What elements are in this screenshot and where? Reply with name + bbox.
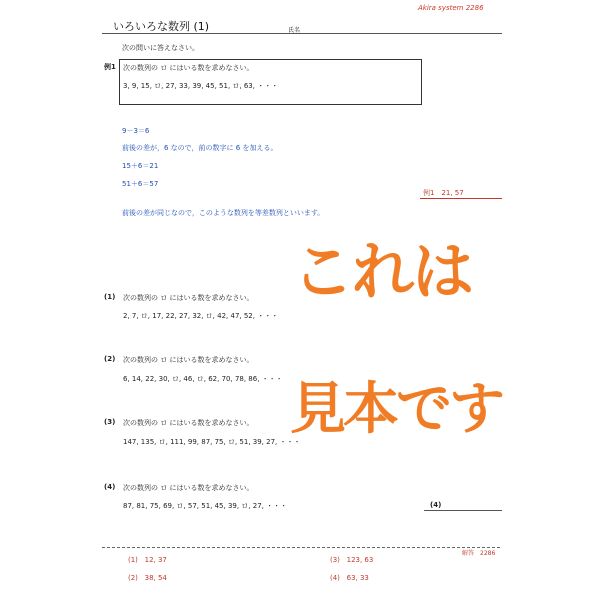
answer-key-item: [330, 574, 369, 582]
problem-number: (3): [104, 418, 116, 426]
problem-number: (2): [104, 355, 116, 363]
problem-question: 次の数列の ロ にはいる数を求めなさい。: [123, 419, 254, 427]
answer-key-value: 123, 63: [346, 556, 374, 564]
example-answer-line: [420, 198, 502, 199]
answer-key-num: (2): [128, 574, 138, 582]
cut-line: [102, 547, 500, 548]
problem-number: (1): [104, 293, 116, 301]
problem-answer-label: (4): [430, 501, 442, 509]
problem-question: 次の数列の ロ にはいる数を求めなさい。: [123, 484, 254, 492]
answer-key-value: 38, 54: [144, 574, 167, 582]
answer-key-num: (3): [330, 556, 340, 564]
example-step: 前後の差が，6 なので，前の数字に 6 を加える。: [122, 144, 278, 152]
problem-sequence: 147, 135, ロ, 111, 99, 87, 75, ロ, 51, 39, 27, ・・・: [123, 438, 301, 446]
answer-key-item: [128, 574, 167, 582]
answer-key-num: (4): [330, 574, 340, 582]
example-step: 9－3＝6: [122, 127, 150, 135]
worksheet-title: いろいろな数列 (1): [113, 20, 210, 33]
name-label: 氏名: [288, 27, 301, 34]
answer-key-item: [330, 556, 373, 564]
problem-sequence: 2, 7, ロ, 17, 22, 27, 32, ロ, 42, 47, 52, ・・・: [123, 312, 279, 320]
header-rule: [102, 33, 502, 34]
instruction: 次の問いに答えなさい。: [122, 44, 199, 52]
sample-watermark-line1: これは: [292, 235, 473, 308]
example-question: 次の数列の ロ にはいる数を求めなさい。: [123, 64, 254, 72]
example-label: 例1: [104, 63, 116, 71]
answer-key-item: [128, 556, 167, 564]
sample-watermark-line2: 見本です: [290, 377, 502, 442]
example-step: 51＋6＝57: [122, 180, 159, 188]
problem-sequence: 6, 14, 22, 30, ロ, 46, ロ, 62, 70, 78, 86, ・・・: [123, 375, 283, 383]
system-code: Akira system 2286: [418, 4, 484, 12]
example-step: 15＋6＝21: [122, 162, 159, 170]
answer-line: [424, 510, 502, 511]
answer-key-header: 解答 2286: [462, 550, 496, 557]
example-step: 前後の差が同じなので，このような数列を等差数列といいます。: [122, 209, 325, 217]
answer-key-value: 12, 37: [144, 556, 167, 564]
example-answer: 例1 21, 57: [423, 189, 464, 197]
answer-key-value: 63, 33: [346, 574, 369, 582]
problem-question: 次の数列の ロ にはいる数を求めなさい。: [123, 294, 254, 302]
answer-key-num: (1): [128, 556, 138, 564]
example-sequence: 3, 9, 15, ロ, 27, 33, 39, 45, 51, ロ, 63, ・・・: [123, 82, 279, 90]
problem-number: (4): [104, 483, 116, 491]
problem-question: 次の数列の ロ にはいる数を求めなさい。: [123, 356, 254, 364]
problem-sequence: 87, 81, 75, 69, ロ, 57, 51, 45, 39, ロ, 27, ・・・: [123, 502, 288, 510]
